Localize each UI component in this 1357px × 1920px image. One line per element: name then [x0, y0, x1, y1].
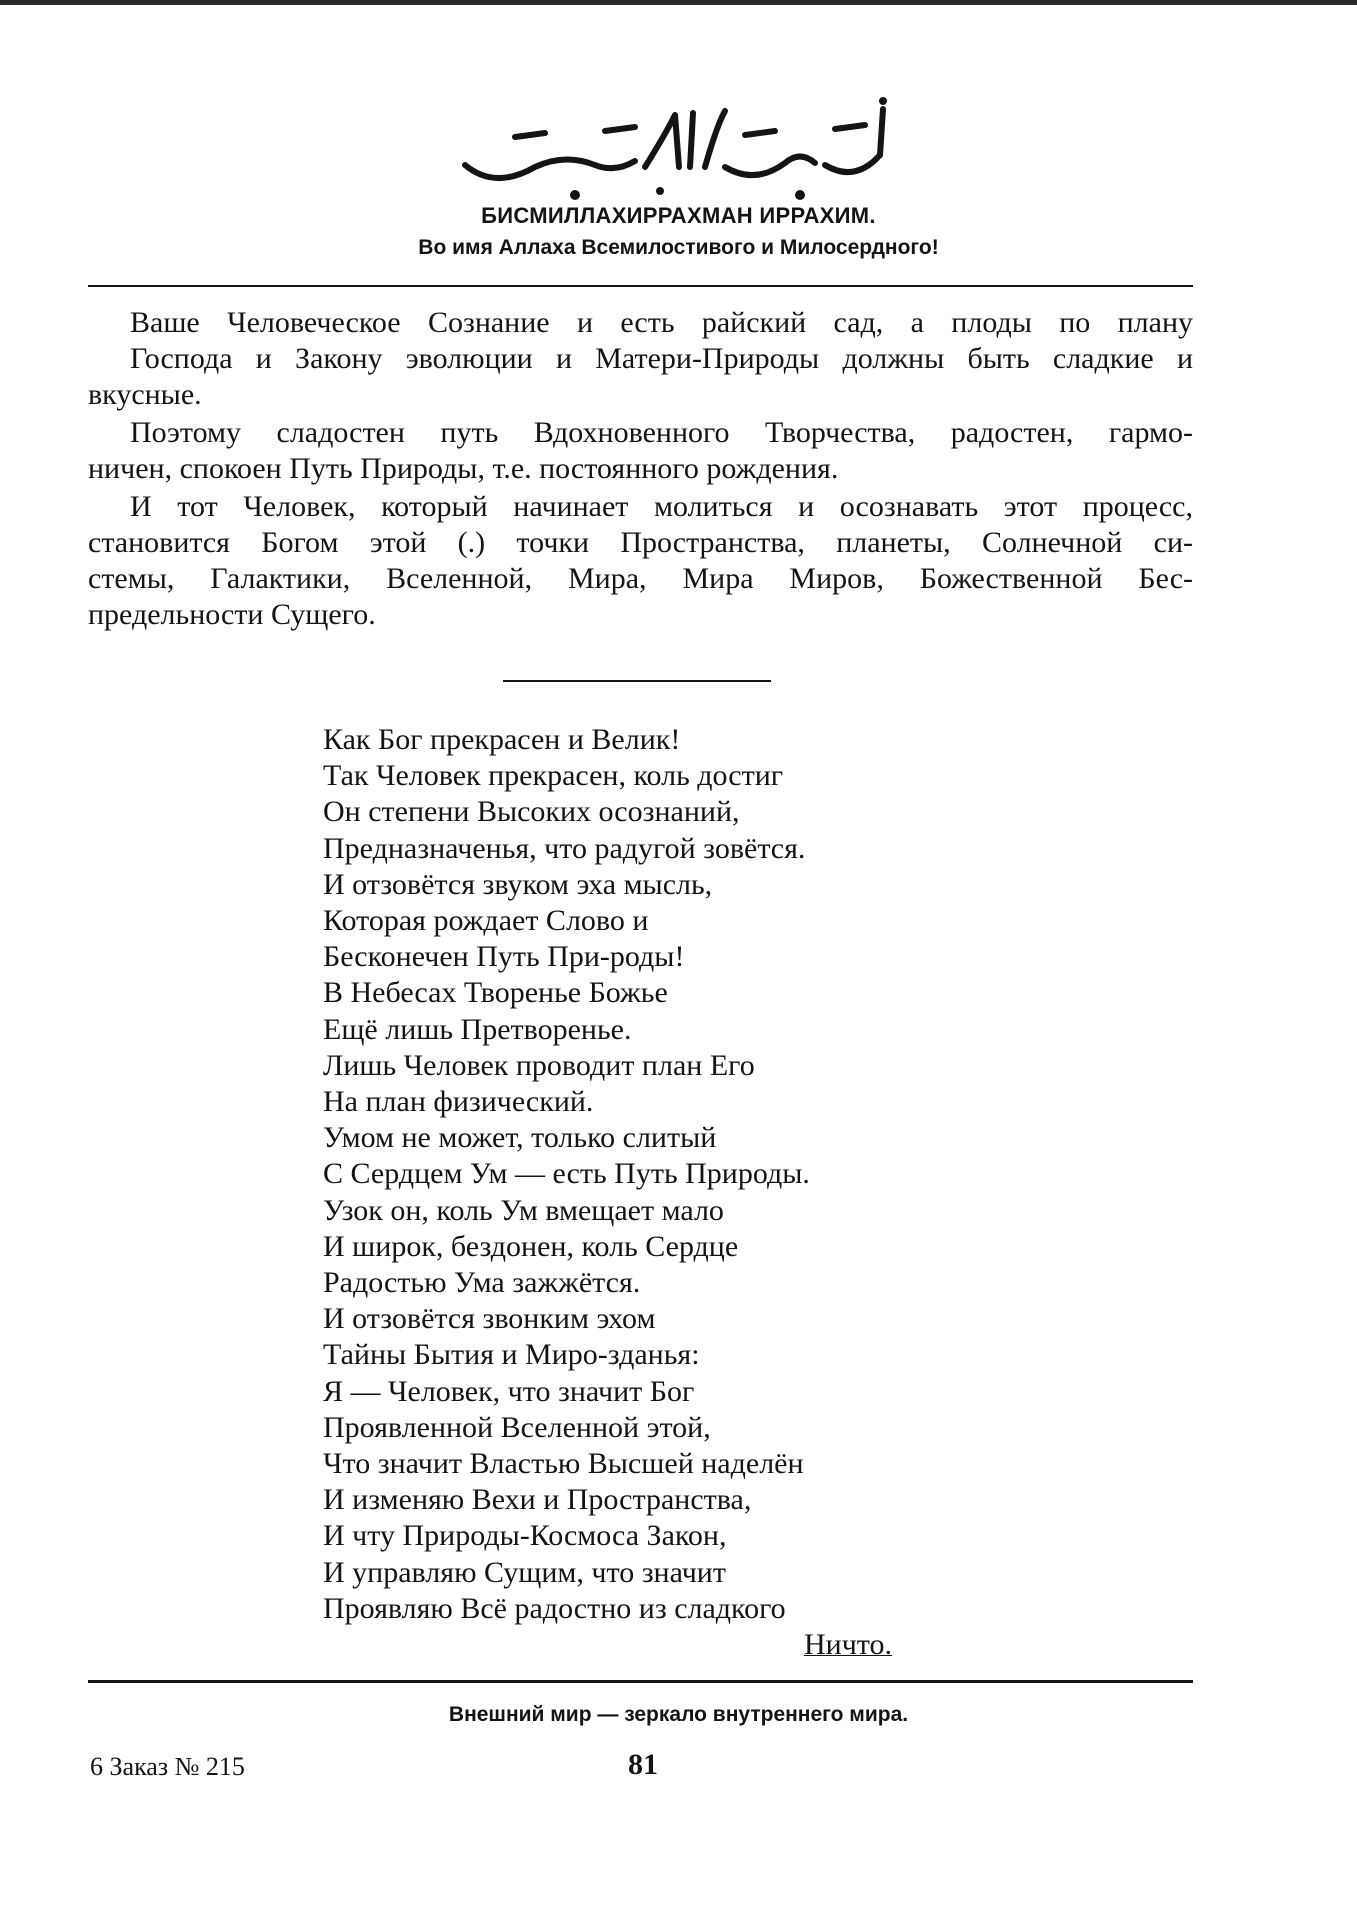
poem-line: Узок он, коль Ум вмещает мало: [323, 1193, 724, 1227]
text-line: Господа и Закону эволюции и Матери-Природы должны быть сладкие и: [130, 342, 1193, 375]
footer-motto: Внешний мир — зеркало внутреннего мира.: [448, 1703, 909, 1726]
paragraph: [88, 489, 1193, 633]
poem-line: И чту Природы-Космоса Закон,: [323, 1519, 727, 1553]
poem-line: Радостью Ума зажжётся.: [323, 1266, 641, 1300]
poem-line: И отзовётся звонким эхом: [323, 1302, 656, 1336]
text-line: И тот Человек, который начинает молиться и осознавать этот процесс,: [130, 490, 1193, 523]
printing-order-note: 6 Заказ № 215: [90, 1752, 245, 1781]
scan-top-edge: [0, 0, 1357, 5]
poem-line: И изменяю Вехи и Пространства,: [323, 1483, 752, 1517]
poem-line: И широк, бездонен, коль Сердце: [323, 1229, 739, 1263]
section-divider: [503, 680, 771, 682]
poem-line: Ещё лишь Претворенье.: [323, 1012, 632, 1046]
header-subtitle: Во имя Аллаха Всемилостивого и Милосердного!: [418, 236, 939, 259]
footer-rule: [88, 1680, 1193, 1683]
poem-line: Как Бог прекрасен и Велик!: [323, 723, 681, 756]
paragraph: [88, 305, 1193, 413]
poem-line: Лишь Человек проводит план Его: [323, 1048, 755, 1082]
text-line: вкусные.: [88, 378, 202, 411]
text-line: предельности Сущего.: [88, 598, 376, 631]
poem-line: На план физический.: [323, 1085, 594, 1119]
poem-line: Умом не может, только слитый: [323, 1121, 717, 1155]
header-rule: [88, 285, 1193, 287]
poem-line: Что значит Властью Высшей наделён: [323, 1447, 804, 1481]
text-line: Ваше Человеческое Сознание и есть райский сад, а плоды по плану: [130, 306, 1193, 339]
poem-line: Проявляю Всё радостно из сладкого: [323, 1591, 786, 1625]
poem-line: И управляю Сущим, что значит: [323, 1555, 726, 1589]
text-line: стемы, Галактики, Вселенной, Мира, Мира Миров, Божественной Бес-: [88, 562, 1193, 595]
poem-line: Так Человек прекрасен, коль достиг: [323, 759, 784, 793]
poem-line: Я — Человек, что значит Бог: [323, 1374, 695, 1408]
poem-end-word: Ничто.: [803, 1628, 892, 1661]
text-line: ничен, спокоен Путь Природы, т.е. постоянного рождения.: [88, 452, 839, 485]
poem-line: Тайны Бытия и Миро-зданья:: [323, 1338, 700, 1372]
poem: [323, 722, 923, 1661]
prose-body: [88, 305, 1193, 635]
poem-line: Он степени Высоких осознаний,: [323, 795, 740, 829]
paragraph: [88, 415, 1193, 487]
header-title: БИСМИЛЛАХИРРАХМАН ИРРАХИМ.: [481, 203, 876, 228]
poem-line: Предназначенья, что радугой зовётся.: [323, 831, 806, 865]
bismillah-calligraphy: [455, 95, 895, 205]
poem-line: В Небесах Творенье Божье: [323, 976, 668, 1010]
poem-line: С Сердцем Ум — есть Путь Природы.: [323, 1157, 810, 1191]
poem-line: Бесконечен Путь При-роды!: [323, 940, 685, 974]
text-line: становится Богом этой (.) точки Пространства, планеты, Солнечной си-: [88, 526, 1193, 559]
poem-line: И отзовётся звуком эха мысль,: [323, 867, 713, 901]
page-number: 81: [628, 1748, 658, 1781]
text-line: Поэтому сладостен путь Вдохновенного Творчества, радостен, гармо-: [130, 416, 1193, 449]
poem-line: Которая рождает Слово и: [323, 904, 649, 938]
poem-line: Проявленной Вселенной этой,: [323, 1410, 711, 1444]
